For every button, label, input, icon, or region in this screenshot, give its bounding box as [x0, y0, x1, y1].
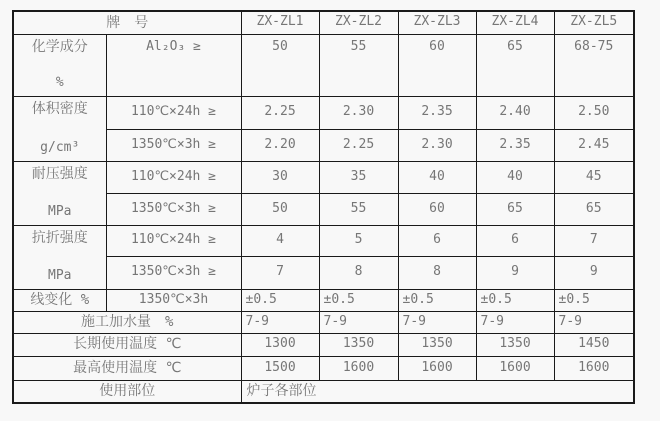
value-cell: 40	[398, 161, 476, 193]
value-cell: 45	[554, 161, 634, 193]
value-cell: 65	[476, 34, 554, 96]
value-cell: 7-9	[476, 311, 554, 333]
value-cell: ±0.5	[319, 289, 398, 311]
brand-col-zl2: ZX-ZL2	[319, 11, 398, 34]
refractory-spec-table	[12, 10, 635, 404]
value-cell: 50	[241, 193, 319, 225]
value-cell: 2.35	[476, 129, 554, 161]
value-cell: 2.25	[319, 129, 398, 161]
section-density-label-cell	[13, 96, 106, 161]
value-cell: 1500	[241, 356, 319, 380]
linear-change-label-cell: 线变化 %	[13, 289, 106, 311]
value-cell: ±0.5	[476, 289, 554, 311]
application-value-cell: 炉子各部位	[241, 380, 634, 403]
value-cell: 4	[241, 225, 319, 256]
row-density-2	[13, 129, 634, 161]
value-cell: 1350	[319, 333, 398, 356]
value-cell: 40	[476, 161, 554, 193]
value-cell: 2.50	[554, 96, 634, 129]
row-density-1	[13, 96, 634, 129]
condition-cell: 1350℃×3h ≥	[106, 193, 241, 225]
value-cell: 9	[554, 256, 634, 289]
row-chemical	[13, 34, 634, 96]
value-cell: 1450	[554, 333, 634, 356]
value-cell: 8	[398, 256, 476, 289]
value-cell: 6	[398, 225, 476, 256]
condition-cell: 110℃×24h ≥	[106, 225, 241, 256]
section-flexural-label-cell	[13, 225, 106, 289]
section-label: 耐压强度	[31, 165, 88, 182]
value-cell: 1600	[476, 356, 554, 380]
value-cell: 1350	[398, 333, 476, 356]
section-unit: MPa	[48, 267, 72, 283]
section-label: 体积密度	[31, 100, 88, 117]
condition-cell: Al₂O₃ ≥	[106, 34, 241, 96]
condition-cell: 110℃×24h ≥	[106, 96, 241, 129]
value-cell: 65	[554, 193, 634, 225]
max-temp-label-cell: 最高使用温度 ℃	[13, 356, 241, 380]
value-cell: 7	[241, 256, 319, 289]
value-cell: 2.30	[319, 96, 398, 129]
value-cell: 55	[319, 34, 398, 96]
value-cell: 7-9	[398, 311, 476, 333]
row-compressive-2	[13, 193, 634, 225]
value-cell: 65	[476, 193, 554, 225]
value-cell: 1300	[241, 333, 319, 356]
value-cell: 35	[319, 161, 398, 193]
brand-col-zl3: ZX-ZL3	[398, 11, 476, 34]
value-cell: 2.40	[476, 96, 554, 129]
value-cell: 7-9	[241, 311, 319, 333]
condition-cell: 1350℃×3h	[106, 289, 241, 311]
value-cell: 9	[476, 256, 554, 289]
value-cell: 60	[398, 34, 476, 96]
brand-header-cell: 牌 号	[13, 11, 241, 34]
section-label: 抗折强度	[31, 229, 88, 246]
value-cell: 7	[554, 225, 634, 256]
row-linear-change	[13, 289, 634, 311]
value-cell: 30	[241, 161, 319, 193]
row-max-temp	[13, 356, 634, 380]
application-label-cell: 使用部位	[13, 380, 241, 403]
section-unit: MPa	[48, 203, 72, 219]
long-term-temp-label-cell: 长期使用温度 ℃	[13, 333, 241, 356]
brand-col-zl4: ZX-ZL4	[476, 11, 554, 34]
row-flexural-1	[13, 225, 634, 256]
value-cell: 2.45	[554, 129, 634, 161]
value-cell: 68-75	[554, 34, 634, 96]
header-row	[13, 11, 634, 34]
condition-cell: 110℃×24h ≥	[106, 161, 241, 193]
brand-col-zl5: ZX-ZL5	[554, 11, 634, 34]
value-cell: 5	[319, 225, 398, 256]
value-cell: 2.25	[241, 96, 319, 129]
row-compressive-1	[13, 161, 634, 193]
value-cell: 6	[476, 225, 554, 256]
section-unit: %	[55, 74, 64, 90]
value-cell: ±0.5	[398, 289, 476, 311]
section-chemical-label-cell	[13, 34, 106, 96]
value-cell: 1600	[398, 356, 476, 380]
value-cell: 1600	[554, 356, 634, 380]
value-cell: 55	[319, 193, 398, 225]
row-application	[13, 380, 634, 403]
water-addition-label-cell: 施工加水量 %	[13, 311, 241, 333]
brand-col-zl1: ZX-ZL1	[241, 11, 319, 34]
value-cell: 50	[241, 34, 319, 96]
value-cell: 1350	[476, 333, 554, 356]
value-cell: 2.20	[241, 129, 319, 161]
row-long-term-temp	[13, 333, 634, 356]
value-cell: 2.30	[398, 129, 476, 161]
value-cell: 8	[319, 256, 398, 289]
value-cell: 1600	[319, 356, 398, 380]
row-flexural-2	[13, 256, 634, 289]
row-water-addition	[13, 311, 634, 333]
value-cell: ±0.5	[241, 289, 319, 311]
value-cell: 60	[398, 193, 476, 225]
value-cell: 7-9	[319, 311, 398, 333]
section-compressive-label-cell	[13, 161, 106, 225]
value-cell: ±0.5	[554, 289, 634, 311]
section-unit: g/cm³	[40, 139, 80, 155]
value-cell: 2.35	[398, 96, 476, 129]
condition-cell: 1350℃×3h ≥	[106, 129, 241, 161]
section-label: 化学成分	[31, 38, 88, 55]
value-cell: 7-9	[554, 311, 634, 333]
condition-cell: 1350℃×3h ≥	[106, 256, 241, 289]
